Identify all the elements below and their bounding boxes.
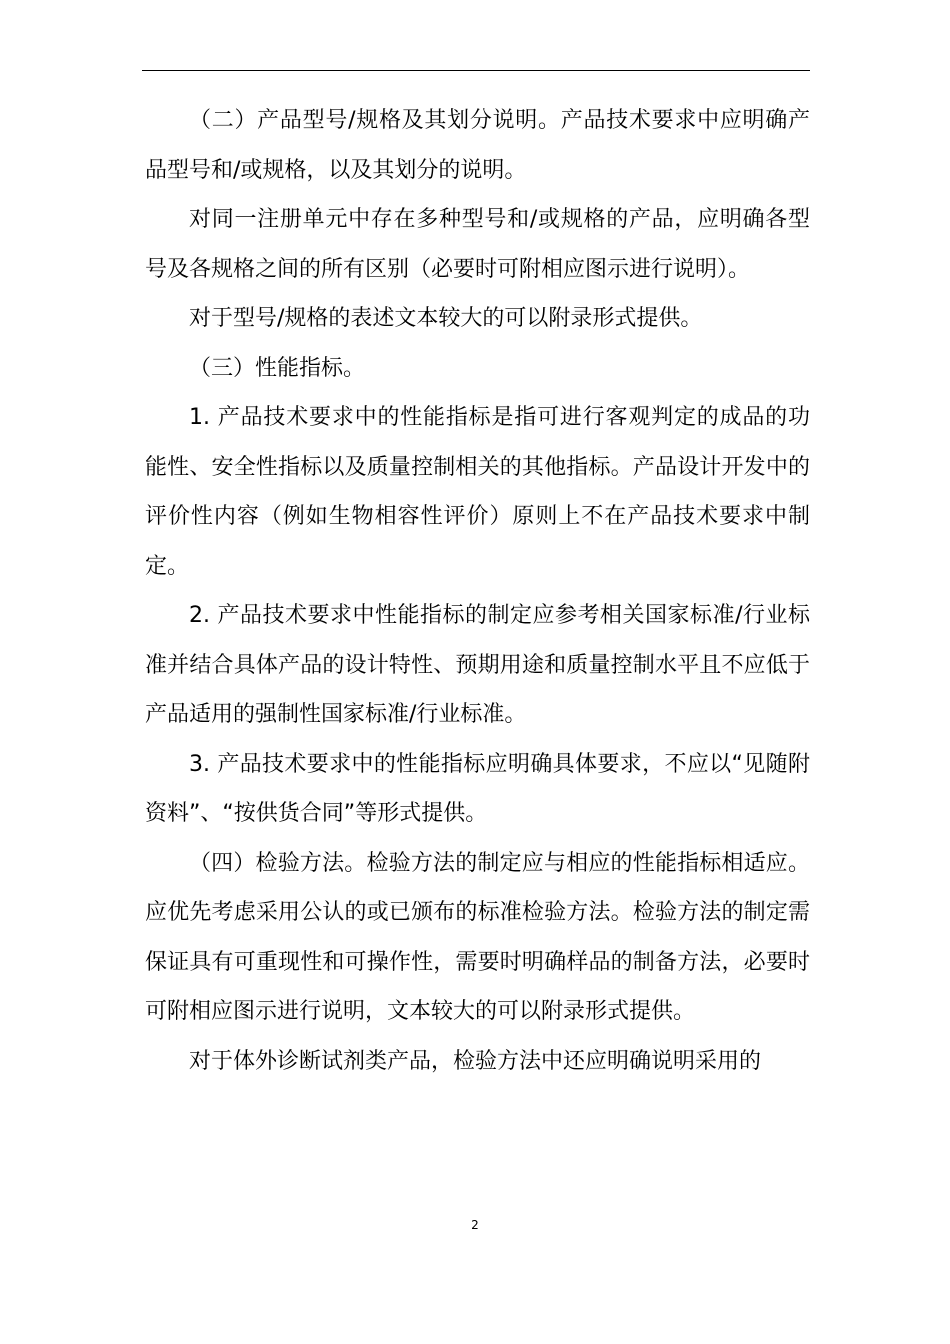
paragraph-model-spec: （二）产品型号/规格及其划分说明。产品技术要求中应明确产品型号和/或规格，以及其划分的说明。 [145, 108, 810, 183]
paragraph-ivd-reagents: 对于体外诊断试剂类产品，检验方法中还应明确说明采用的 [189, 1048, 762, 1074]
header-rule [142, 70, 810, 71]
section-heading-performance: （三）性能指标。 [189, 355, 366, 381]
paragraph-performance-1: 1. 产品技术要求中的性能指标是指可进行客观判定的成品的功能性、安全性指标以及质量控制相关的其他指标。产品设计开发中的评价性内容（例如生物相容性评价）原则上不在产品技术要求中制定。 [145, 405, 810, 579]
paragraph-appendix-note: 对于型号/规格的表述文本较大的可以附录形式提供。 [189, 306, 703, 331]
document-body [145, 96, 810, 1086]
paragraph-registration-unit: 对同一注册单元中存在多种型号和/或规格的产品，应明确各型号及各规格之间的所有区别（必要时可附相应图示进行说明）。 [145, 207, 810, 282]
paragraph-test-methods: （四）检验方法。检验方法的制定应与相应的性能指标相适应。应优先考虑采用公认的或已颁布的标准检验方法。检验方法的制定需保证具有可重现性和可操作性，需要时明确样品的制备方法，必要时可附相应图示进行说明，文本较大的可以附录形式提供。 [145, 850, 810, 1024]
paragraph-performance-3: 3. 产品技术要求中的性能指标应明确具体要求，不应以“见随附资料”、“按供货合同”等形式提供。 [145, 751, 810, 826]
paragraph-performance-2: 2. 产品技术要求中性能指标的制定应参考相关国家标准/行业标准并结合具体产品的设计特性、预期用途和质量控制水平且不应低于产品适用的强制性国家标准/行业标准。 [145, 603, 810, 727]
page-number: 2 [471, 1218, 479, 1232]
